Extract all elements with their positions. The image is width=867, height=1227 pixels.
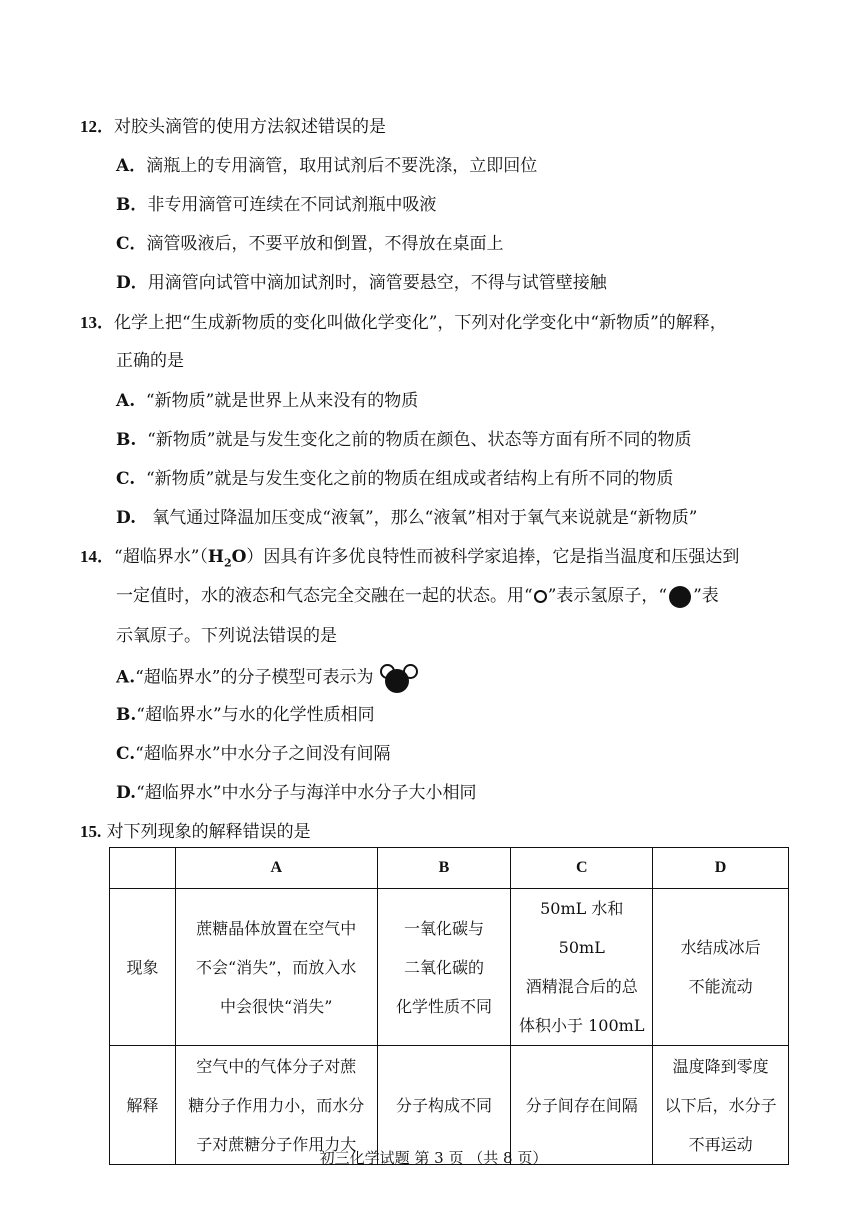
q13-stem-line2: 正确的是	[116, 351, 184, 371]
q12-option-d	[116, 272, 607, 294]
cell-line: 中会很快“消失”	[220, 996, 333, 1016]
q14-stem-line2	[116, 585, 719, 608]
table-cell	[511, 889, 653, 1046]
cell-line: 一氧化碳与	[403, 918, 484, 938]
option-text: 用滴管向试管中滴加试剂时，滴管要悬空，不得与试管壁接触	[147, 273, 607, 293]
water-molecule-model-icon	[380, 664, 418, 692]
header-cell: B	[377, 848, 511, 889]
cell-line: 分子构成不同	[395, 1095, 492, 1115]
option-text: “超临界水”与水的化学性质相同	[136, 705, 375, 725]
q13-option-a	[116, 390, 418, 412]
q15-stem	[80, 821, 311, 843]
cell-line: 二氧化碳的	[403, 957, 484, 977]
q12-option-c	[116, 233, 504, 255]
q13-number: 13．	[80, 313, 114, 332]
option-label: D．	[116, 273, 148, 293]
option-label: C．	[116, 234, 147, 254]
cell-line: 50mL 水和 50mL	[540, 899, 624, 957]
q15-table	[109, 847, 789, 1165]
option-text: 氧气通过降温加压变成“液氧”，那么“液氧”相对于氧气来说就是“新物质”	[152, 508, 698, 528]
cell-line: 温度降到零度	[672, 1056, 769, 1076]
formula-o: O	[231, 547, 247, 567]
option-text: “新物质”就是与发生变化之前的物质在组成或者结构上有所不同的物质	[145, 469, 674, 489]
option-label: B.	[116, 705, 137, 725]
q14-option-d	[116, 782, 476, 804]
q13-option-c	[116, 468, 673, 490]
cell-line: 糖分子作用力小，而水分	[188, 1095, 365, 1115]
q14-stem-line1	[80, 546, 739, 574]
row-label: 现象	[110, 889, 176, 1046]
option-text: “超临界水”中水分子之间没有间隔	[135, 744, 391, 764]
q14-option-a	[116, 664, 418, 692]
q14-number: 14．	[80, 547, 114, 566]
q14-stem-line3: 示氧原子。下列说法错误的是	[116, 626, 337, 646]
cell-line: 蔗糖晶体放置在空气中	[196, 918, 357, 938]
cell-line: 体积小于 100mL	[519, 1016, 645, 1035]
cell-line: 不再运动	[688, 1134, 753, 1154]
header-cell: D	[653, 848, 789, 889]
q12-option-b	[116, 194, 436, 216]
q14-text-b: ）因具有许多优良特性而被科学家追捧，它是指当温度和压强达到	[246, 547, 740, 567]
cell-line: 不能流动	[688, 977, 753, 996]
table-cell	[653, 889, 789, 1046]
option-text: “超临界水”中水分子与海洋中水分子大小相同	[136, 783, 477, 803]
option-label: C.	[116, 744, 136, 764]
option-label: A．	[116, 156, 147, 176]
cell-line: 酒精混合后的总	[525, 977, 638, 996]
option-label: D.	[116, 783, 137, 803]
hydrogen-atom-icon	[534, 590, 547, 603]
cell-line: 分子间存在间隔	[525, 1095, 638, 1115]
q12-text: 对胶头滴管的使用方法叙述错误的是	[114, 117, 386, 137]
header-cell: C	[511, 848, 653, 889]
q14-text-e: ”表	[693, 586, 719, 606]
table-row	[110, 889, 789, 1046]
option-text: 滴瓶上的专用滴管，取用试剂后不要洗涤，立即回位	[146, 156, 538, 176]
q12-stem	[80, 116, 386, 138]
option-text: 滴管吸液后，不要平放和倒置，不得放在桌面上	[146, 234, 504, 254]
option-text: “新物质”就是世界上从来没有的物质	[145, 391, 419, 411]
table-cell	[175, 889, 377, 1046]
option-label: A.	[116, 391, 136, 411]
option-label: B．	[116, 195, 148, 215]
cell-line: 化学性质不同	[395, 996, 492, 1016]
q14-option-c	[116, 743, 391, 765]
q15-number: 15.	[80, 822, 102, 841]
option-text: “超临界水”的分子模型可表示为	[135, 667, 374, 688]
q14-text-a: “超临界水”（	[114, 547, 208, 567]
q12-number: 12．	[80, 117, 114, 136]
q13-text: 化学上把“生成新物质的变化叫做化学变化”，下列对化学变化中“新物质”的解释，	[114, 313, 727, 333]
table-cell	[377, 889, 511, 1046]
cell-line: 不会“消失”，而放入水	[196, 957, 357, 977]
q13-option-b	[116, 429, 692, 451]
q14-option-b	[116, 704, 375, 726]
row-label: 解释	[110, 1046, 176, 1165]
option-label: C.	[116, 469, 136, 489]
cell-line: 空气中的气体分子对蔗	[196, 1056, 357, 1076]
q15-text: 对下列现象的解释错误的是	[106, 822, 311, 842]
cell-line: 水结成冰后	[680, 938, 761, 957]
oxygen-atom-icon	[669, 586, 691, 608]
option-text: “新物质”就是与发生变化之前的物质在颜色、状态等方面有所不同的物质	[147, 430, 692, 450]
q13-option-d	[116, 507, 697, 529]
option-text: 非专用滴管可连续在不同试剂瓶中吸液	[147, 195, 437, 215]
formula-subscript: 2	[223, 556, 232, 570]
option-label: D.	[116, 508, 137, 528]
option-label: A.	[116, 667, 136, 688]
page-footer: 初三化学试题 第 3 页 （共 8 页）	[319, 1149, 548, 1167]
cell-line: 以下后，水分子	[664, 1095, 777, 1115]
q14-text-d: ”表示氢原子，“	[547, 586, 668, 606]
q14-text-c: 一定值时，水的液态和气态完全交融在一起的状态。用“	[116, 586, 533, 606]
cell-line: 子对蔗糖分子作用力大	[196, 1134, 357, 1154]
q12-option-a	[116, 155, 537, 177]
header-cell	[110, 848, 176, 889]
option-label: B.	[116, 430, 137, 450]
header-cell: A	[175, 848, 377, 889]
formula-h: H	[207, 547, 224, 567]
table-header-row	[110, 848, 789, 889]
q13-stem-line1	[80, 312, 727, 334]
